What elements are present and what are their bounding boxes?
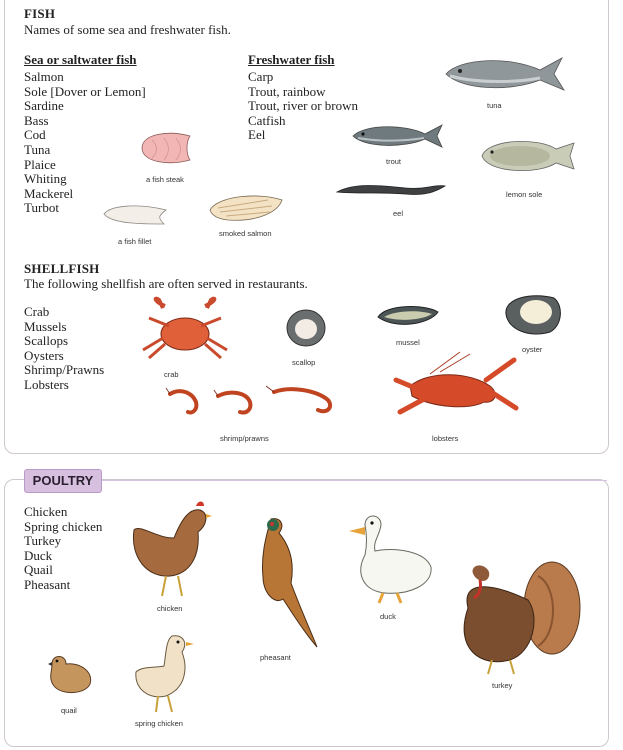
tuna-illustration: [440, 52, 570, 96]
poultry-tag-rule: [100, 480, 607, 481]
list-item: Carp: [248, 69, 274, 84]
mussel-caption: mussel: [396, 338, 420, 347]
scallop-caption: scallop: [292, 358, 316, 367]
crab-illustration: [135, 296, 235, 366]
spring-chicken-illustration: [132, 630, 196, 716]
smoked-salmon-caption: smoked salmon: [219, 229, 272, 238]
oyster-caption: oyster: [522, 345, 543, 354]
shellfish-subtitle: The following shellfish are often served in restaurants.: [24, 276, 308, 291]
fish-fillet-caption: a fish fillet: [118, 237, 152, 246]
list-item: Turkey: [24, 533, 62, 549]
list-item: Turbot: [24, 200, 59, 216]
trout-caption: trout: [386, 157, 402, 166]
list-item: Salmon: [24, 69, 64, 84]
scallop-illustration: [285, 308, 327, 348]
fish-heading: FISH: [24, 6, 56, 21]
spring-chicken-caption: spring chicken: [135, 719, 183, 728]
crab-caption: crab: [164, 370, 179, 379]
fish-steak-caption: a fish steak: [146, 175, 184, 184]
list-item: Lobsters: [24, 376, 69, 392]
lemon-sole-illustration: [478, 135, 578, 177]
list-item: Chicken: [24, 504, 68, 519]
lobsters-illustration: [390, 350, 520, 430]
list-item: Mackerel: [24, 185, 74, 201]
list-item: Plaice: [24, 156, 56, 172]
trout-illustration: [350, 120, 445, 152]
turkey-caption: turkey: [492, 681, 513, 690]
lobsters-caption: lobsters: [432, 434, 459, 443]
shrimp-illustration: [166, 384, 342, 424]
duck-caption: duck: [380, 612, 396, 621]
list-item: Scallops: [24, 333, 69, 349]
pheasant-illustration: [255, 515, 325, 650]
list-item: Bass: [24, 112, 49, 128]
sea-fish-list: [24, 70, 146, 216]
chicken-caption: chicken: [157, 604, 183, 613]
chicken-illustration: [126, 496, 212, 600]
turkey-illustration: [440, 556, 582, 676]
list-item: Eel: [248, 127, 266, 143]
shrimp-caption: shrimp/prawns: [220, 434, 269, 443]
list-item: Mussels: [24, 318, 67, 334]
poultry-list: [24, 505, 102, 593]
fish-subtitle: Names of some sea and freshwater fish.: [24, 22, 231, 37]
tuna-caption: tuna: [487, 101, 502, 110]
eel-illustration: [335, 178, 447, 202]
list-item: Quail: [24, 562, 53, 578]
list-item: Cod: [24, 127, 46, 143]
pheasant-caption: pheasant: [260, 653, 291, 662]
freshwater-fish-list: [248, 70, 358, 143]
freshwater-fish-title: Freshwater fish: [248, 52, 335, 67]
list-item: Catfish: [248, 112, 286, 128]
sea-fish-title: Sea or saltwater fish: [24, 52, 137, 67]
list-item: Shrimp/Prawns: [24, 362, 105, 378]
list-item: Whiting: [24, 171, 67, 187]
list-item: Spring chicken: [24, 518, 103, 534]
lemon-sole-caption: lemon sole: [506, 190, 543, 199]
quail-caption: quail: [61, 706, 77, 715]
eel-caption: eel: [393, 209, 404, 218]
duck-illustration: [345, 511, 435, 607]
fish-steak-illustration: [138, 128, 196, 168]
list-item: Pheasant: [24, 576, 71, 592]
list-item: Sardine: [24, 98, 64, 114]
list-item: Duck: [24, 547, 53, 563]
list-item: Trout, rainbow: [248, 83, 326, 99]
mussel-illustration: [376, 302, 440, 332]
poultry-tag: POULTRY: [24, 469, 102, 493]
list-item: Trout, river or brown: [248, 98, 359, 114]
smoked-salmon-illustration: [208, 192, 284, 222]
oyster-illustration: [502, 292, 564, 336]
list-item: Oysters: [24, 347, 64, 363]
list-item: Tuna: [24, 141, 51, 157]
shellfish-heading: SHELLFISH: [24, 261, 100, 276]
list-item: Crab: [24, 304, 50, 319]
list-item: Sole [Dover or Lemon]: [24, 83, 146, 99]
fish-fillet-illustration: [102, 202, 168, 226]
quail-illustration: [46, 650, 96, 698]
shellfish-list: [24, 305, 104, 393]
